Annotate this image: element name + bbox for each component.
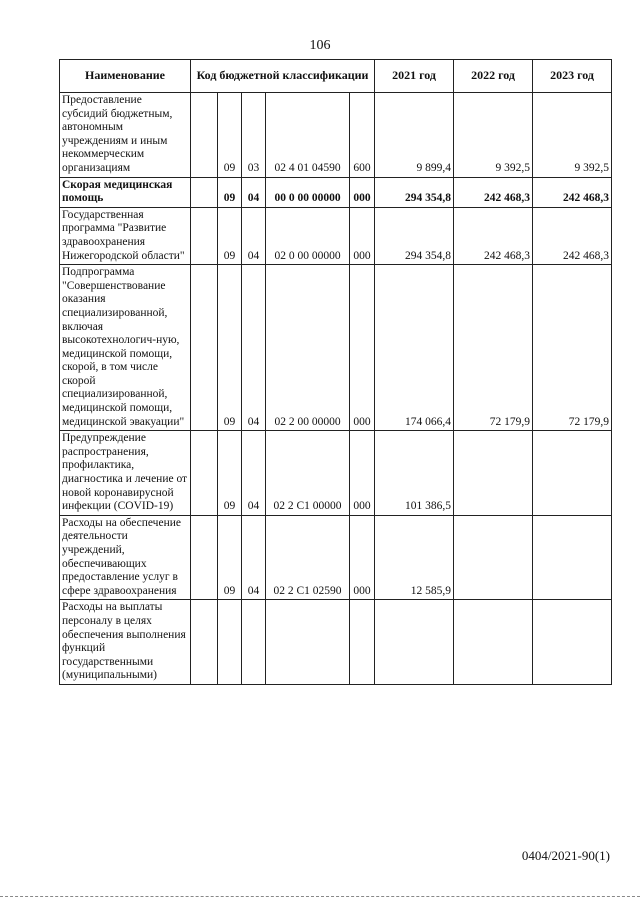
value-2023: 9 392,5 [533,93,612,178]
row-name: Государственная программа "Развитие здравоохранения Нижегородской области" [60,207,191,264]
code-expense-type: 000 [350,265,375,431]
table-row [60,177,612,207]
code-subsection: 04 [242,207,266,264]
header-2022: 2022 год [454,60,533,93]
value-2021: 101 386,5 [375,431,454,516]
code-subsection: 04 [242,265,266,431]
code-target: 02 0 00 00000 [266,207,350,264]
code-target: 02 4 01 04590 [266,93,350,178]
row-name: Подпрограмма "Совершенствование оказания специализированной, включая высокотехнологич-ную, медицинской помощи, скорой, в том числе скорой специализированной, медицинской помощи, медицинской эвакуации" [60,265,191,431]
value-2022: 72 179,9 [454,265,533,431]
code-subsection: 04 [242,177,266,207]
document-code: 0404/2021-90(1) [521,848,610,863]
row-name: Предоставление субсидий бюджетным, автономным учреждениям и иным некоммерческим организациям [60,93,191,178]
value-2022: 9 392,5 [454,93,533,178]
scan-edge-divider [0,896,640,897]
row-name: Расходы на выплаты персоналу в целях обеспечения выполнения функций государственными (муниципальными) [60,600,191,685]
code-part-1 [191,515,218,600]
code-part-1 [191,600,218,685]
code-target: 02 2 00 00000 [266,265,350,431]
budget-table [59,59,612,685]
code-section: 09 [218,431,242,516]
code-part-1 [191,93,218,178]
code-expense-type [350,600,375,685]
value-2023 [533,600,612,685]
code-expense-type: 000 [350,515,375,600]
code-subsection: 04 [242,515,266,600]
table-row [60,207,612,264]
code-subsection: 04 [242,431,266,516]
code-target: 02 2 C1 00000 [266,431,350,516]
row-name: Предупреждение распространения, профилактика, диагностика и лечение от новой коронавирусной инфекции (COVID-19) [60,431,191,516]
code-subsection [242,600,266,685]
table-row [60,93,612,178]
code-target [266,600,350,685]
value-2022 [454,600,533,685]
table-header [60,60,612,93]
value-2021: 12 585,9 [375,515,454,600]
code-part-1 [191,431,218,516]
code-part-1 [191,177,218,207]
value-2021: 9 899,4 [375,93,454,178]
value-2023 [533,431,612,516]
code-section: 09 [218,265,242,431]
code-part-1 [191,265,218,431]
header-classification: Код бюджетной классификации [191,60,375,93]
value-2022 [454,515,533,600]
value-2023: 242 468,3 [533,177,612,207]
table-row [60,600,612,685]
value-2022: 242 468,3 [454,207,533,264]
value-2021: 174 066,4 [375,265,454,431]
value-2022: 242 468,3 [454,177,533,207]
row-name: Расходы на обеспечение деятельности учреждений, обеспечивающих предоставление услуг в сфере здравоохранения [60,515,191,600]
code-expense-type: 000 [350,431,375,516]
code-section: 09 [218,177,242,207]
value-2021: 294 354,8 [375,177,454,207]
page-number: 106 [309,38,331,53]
code-section: 09 [218,93,242,178]
table-row [60,265,612,431]
code-expense-type: 000 [350,177,375,207]
row-name: Скорая медицинская помощь [60,177,191,207]
table-row [60,515,612,600]
code-target: 02 2 C1 02590 [266,515,350,600]
value-2021: 294 354,8 [375,207,454,264]
value-2023: 242 468,3 [533,207,612,264]
table-row [60,431,612,516]
code-target: 00 0 00 00000 [266,177,350,207]
code-expense-type: 000 [350,207,375,264]
header-name: Наименование [60,60,191,93]
header-2021: 2021 год [375,60,454,93]
code-section [218,600,242,685]
value-2023: 72 179,9 [533,265,612,431]
code-expense-type: 600 [350,93,375,178]
header-2023: 2023 год [533,60,612,93]
value-2022 [454,431,533,516]
value-2023 [533,515,612,600]
value-2021 [375,600,454,685]
code-section: 09 [218,207,242,264]
code-part-1 [191,207,218,264]
code-subsection: 03 [242,93,266,178]
code-section: 09 [218,515,242,600]
